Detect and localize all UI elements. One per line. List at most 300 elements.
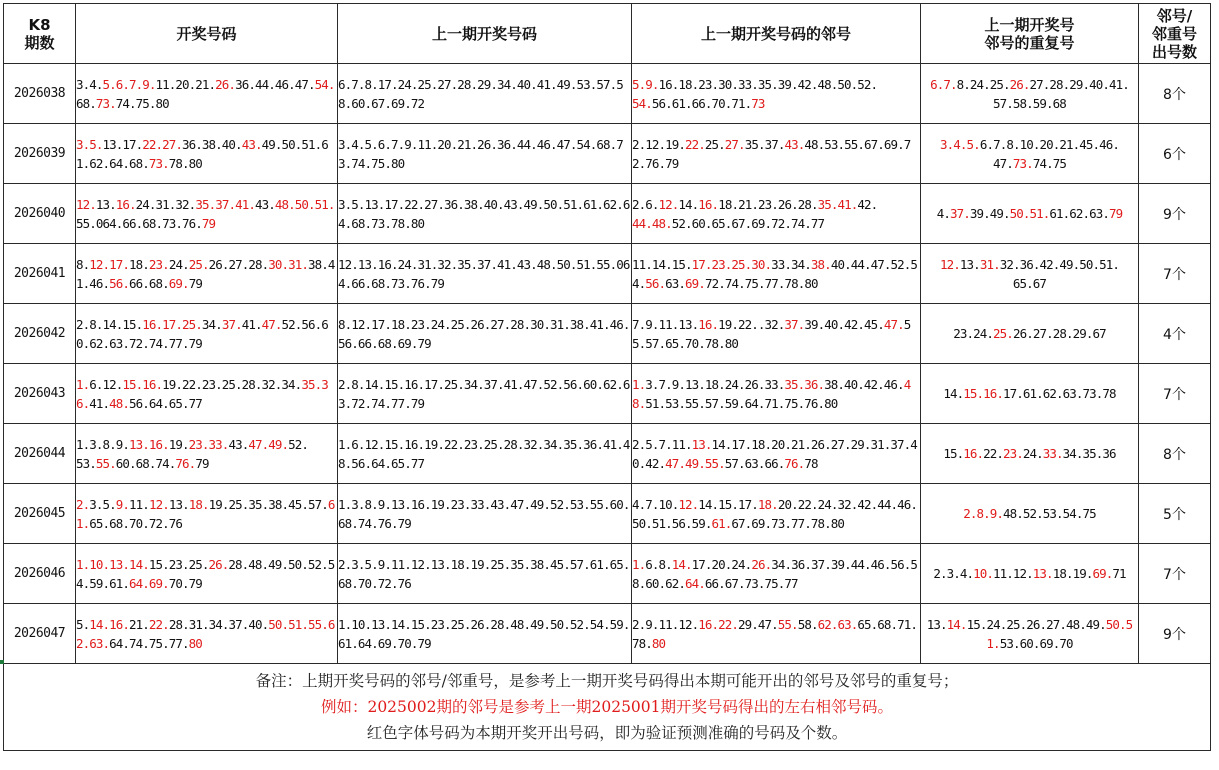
prev-cell: [338, 244, 632, 304]
count-cell: 8个: [1139, 64, 1211, 124]
hit-number: 76.: [784, 455, 805, 471]
period-cell: 2026046: [4, 544, 76, 604]
number: 66.67.73.75.77: [704, 575, 798, 591]
repeats-cell: [921, 484, 1139, 544]
hit-number: 50.51.: [1009, 206, 1050, 221]
hit-number: 55.: [95, 455, 116, 471]
number: 1.3.8.9.13.16.19.23.33.43.47.49.52.53.55.60.68.74.76.79: [338, 496, 630, 531]
header-repeats-text: 上一期开奖号 邻号的重复号: [984, 15, 1075, 52]
hit-number: 16.: [963, 446, 984, 461]
hit-number: 35.37.41.: [195, 196, 255, 212]
number: 1.6.12.15.16.19.22.23.25.28.32.34.35.36.41.48.56.64.65.77: [338, 436, 630, 471]
number: 18.19.: [1052, 566, 1093, 581]
number: 51.53.55.57.59.64.71.75.76.80: [645, 395, 838, 411]
number: 79: [195, 455, 209, 471]
header-numbers-text: 开奖号码: [176, 24, 237, 43]
prev-cell: [338, 304, 632, 364]
number: 14.17.18.20.21.26.27.29.31.37.40.42.: [632, 436, 917, 471]
hit-number: 13.16.: [129, 436, 169, 452]
hit-number: 38.: [810, 256, 831, 272]
number: 2.5.7.11.: [632, 436, 692, 452]
number: 19.22..32.: [718, 316, 785, 332]
number: 53.60.69.70: [999, 635, 1073, 651]
number: 8.24.25.: [956, 76, 1010, 92]
hit-number: 23.: [148, 256, 169, 272]
number: 1.10.13.14.15.23.25.26.28.48.49.50.52.54.59.61.64.69.70.79: [338, 616, 630, 651]
number: 23.24.: [953, 326, 994, 341]
repeats-cell: [921, 364, 1139, 424]
hit-number: 1.10.13.14.: [76, 556, 149, 572]
number: 64.74.75.77.: [109, 635, 189, 651]
neighbors-cell: [632, 304, 921, 364]
header-count-text: 邻号/ 邻重号 出号数: [1151, 6, 1197, 61]
number: 28.48.49.50.52.54.59.61.: [76, 556, 335, 591]
number: 2.8.14.15.: [76, 316, 143, 332]
number: 2.8.14.15.16.17.25.34.37.41.47.52.56.60.62.63.72.74.77.79: [338, 376, 630, 411]
hit-number: 16.: [698, 316, 719, 332]
hit-number: 48.: [109, 395, 130, 411]
hit-number: 18.: [188, 496, 209, 512]
neighbors-cell: [632, 364, 921, 424]
number: 26.27.28.29.67: [1012, 326, 1106, 341]
number: 34.35.36: [1062, 446, 1116, 461]
number: 57.63.66.: [724, 455, 785, 471]
numbers-cell: [76, 424, 338, 484]
hit-number: 15.16.: [963, 386, 1003, 401]
cell-selection-corner: [0, 660, 4, 664]
hit-number: 1.: [632, 556, 646, 572]
hit-number: 35.36.: [76, 376, 328, 411]
number: 15.24.25.26.27.48.49.: [966, 616, 1106, 632]
hit-number: 5.6.7.9.: [102, 76, 156, 92]
hit-number: 10.: [973, 566, 994, 581]
hit-number: 15.16.: [122, 376, 163, 392]
number: 68.: [76, 95, 96, 111]
number: 1.3.8.9.: [76, 436, 130, 452]
hit-number: 69.: [1092, 566, 1113, 581]
number: 71: [1112, 566, 1126, 581]
k8-neighbor-table: [3, 3, 1211, 751]
hit-number: 12.: [678, 496, 699, 512]
number: 74.75.80: [115, 95, 169, 111]
number: 63.: [665, 275, 686, 291]
note-cell: [4, 664, 1211, 751]
number: 58.: [797, 616, 818, 632]
hit-number: 25.: [993, 326, 1013, 341]
prev-cell: [338, 184, 632, 244]
number: 14.: [943, 386, 964, 401]
hit-number: 25.: [182, 316, 202, 332]
hit-number: 3.4.5.: [940, 136, 980, 152]
number: 6.12.: [89, 376, 123, 392]
hit-number: 12.: [76, 196, 96, 212]
number: 28.31.34.37.40.: [168, 616, 269, 632]
repeats-cell: [921, 604, 1139, 664]
number: 26.27.28.: [208, 256, 269, 272]
hit-number: 50.51.55.62.63.: [76, 616, 335, 651]
number: 41.: [241, 316, 262, 332]
count-cell: 4个: [1139, 304, 1211, 364]
number: 13.: [926, 616, 947, 632]
hit-number: 50.51.: [986, 616, 1133, 651]
neighbors-cell: [632, 544, 921, 604]
prev-cell: [338, 544, 632, 604]
number: 3.7.9.13.18.24.26.33.: [645, 376, 785, 392]
number: 52.56.60.62.63.72.74.77.79: [76, 316, 328, 351]
number: 20.22.24.32.42.44.46.50.51.56.59.: [632, 496, 917, 531]
count-cell: 5个: [1139, 484, 1211, 544]
hit-number: 5.9.: [632, 76, 659, 92]
number: 11.12.: [993, 566, 1033, 581]
hit-number: 14.16.: [89, 616, 130, 632]
note-line-1: 备注：上期开奖号码的邻号/邻重号，是参考上一期开奖号码得出本期可能开出的邻号及邻号的重复号；: [255, 672, 959, 690]
number: 55.064.66.68.73.76.: [76, 215, 202, 231]
hit-number: 17.23.25.30.: [691, 256, 772, 272]
hit-number: 26.: [751, 556, 772, 572]
prev-cell: [338, 484, 632, 544]
table-row: [4, 364, 1211, 424]
number: 6.7.8.17.24.25.27.28.29.34.40.41.49.53.57.58.60.67.69.72: [338, 76, 623, 111]
hit-number: 14.: [946, 616, 967, 632]
neighbors-cell: [632, 484, 921, 544]
number: 13.: [95, 196, 116, 212]
hit-number: 64.69.: [129, 575, 169, 591]
number: 36.44.46.47.: [235, 76, 315, 92]
hit-number: 13.: [1032, 566, 1053, 581]
number: 22.: [983, 446, 1003, 461]
hit-number: 23.: [1002, 446, 1023, 461]
table-row: [4, 304, 1211, 364]
header-period: [4, 4, 76, 64]
number: 24.: [168, 256, 189, 272]
number: 78: [804, 455, 818, 471]
header-prev: [338, 4, 632, 64]
prev-cell: [338, 64, 632, 124]
hit-number: 26.: [215, 76, 236, 92]
period-cell: 2026038: [4, 64, 76, 124]
repeats-cell: [921, 244, 1139, 304]
hit-number: 30.31.: [268, 256, 308, 272]
numbers-cell: [76, 484, 338, 544]
hit-number: 12.: [658, 196, 679, 212]
number: 42.: [857, 196, 878, 212]
hit-number: 62.63.: [817, 616, 858, 632]
hit-number: 61.: [76, 496, 335, 531]
number: 38.40.42.46.: [824, 376, 904, 392]
hit-number: 47.: [883, 316, 904, 332]
hit-number: 47.: [261, 316, 282, 332]
hit-number: 37.: [949, 206, 970, 221]
hit-number: 26.: [1009, 76, 1030, 92]
hit-number: 16.: [115, 196, 136, 212]
hit-number: 37.: [221, 316, 242, 332]
table-row: [4, 64, 1211, 124]
prev-cell: [338, 364, 632, 424]
number: 56.61.66.70.71.: [651, 95, 752, 111]
number: 65.68.71.78.: [632, 616, 917, 651]
numbers-cell: [76, 544, 338, 604]
number: 52.60.65.67.69.72.74.77: [671, 215, 825, 231]
repeats-cell: [921, 304, 1139, 364]
count-cell: 7个: [1139, 364, 1211, 424]
hit-number: 12.: [148, 496, 169, 512]
number: 65.67: [1012, 275, 1047, 291]
header-neighbors: [632, 4, 921, 64]
number: 11.14.15.: [632, 256, 692, 272]
hit-number: 22.: [148, 616, 169, 632]
number: 6.8.: [645, 556, 672, 572]
hit-number: 37.: [784, 316, 805, 332]
hit-number: 73.: [148, 155, 169, 171]
number: 15.23.25.: [148, 556, 209, 572]
number: 12.13.16.24.31.32.35.37.41.43.48.50.51.55.064.66.68.73.76.79: [338, 256, 630, 291]
number: 78.80: [168, 155, 202, 171]
hit-number: 48.: [632, 376, 911, 411]
number: 65.68.70.72.76: [89, 515, 183, 531]
header-prev-text: 上一期开奖号码: [431, 24, 537, 43]
number: 32.36.42.49.50.51.: [999, 256, 1119, 272]
number: 34.: [201, 316, 222, 332]
hit-number: 69.: [168, 275, 189, 291]
number: 56.64.65.77: [129, 395, 202, 411]
period-cell: 2026043: [4, 364, 76, 424]
table-row: [4, 544, 1211, 604]
number: 2.9.11.12.: [632, 616, 699, 632]
number: 13.: [959, 256, 980, 272]
numbers-cell: [76, 604, 338, 664]
hit-number: 1.: [632, 376, 646, 392]
hit-number: 25.: [188, 256, 209, 272]
header-count: [1139, 4, 1211, 64]
number: 43.: [228, 436, 249, 452]
hit-number: 2.: [76, 496, 90, 512]
number: 79: [188, 275, 202, 291]
table-row: [4, 124, 1211, 184]
number: 48.52.53.54.75: [1003, 506, 1096, 521]
number: 14.15.17.: [698, 496, 758, 512]
hit-number: 16.: [698, 196, 719, 212]
period-cell: 2026047: [4, 604, 76, 664]
hit-number: 80: [651, 635, 666, 651]
number: 29.47.: [738, 616, 778, 632]
hit-number: 35.41.: [817, 196, 858, 212]
table-row: [4, 484, 1211, 544]
number: 33.34.: [771, 256, 811, 272]
number: 39.40.42.45.: [804, 316, 884, 332]
number: 11.20.21.: [155, 76, 216, 92]
hit-number: 12.17.: [89, 256, 130, 272]
hit-number: 73.: [95, 95, 116, 111]
hit-number: 1.: [76, 376, 90, 392]
number: 47.: [993, 155, 1013, 171]
number: 19.22.23.25.28.32.34.: [162, 376, 302, 392]
hit-number: 55.: [777, 616, 798, 632]
period-cell: 2026039: [4, 124, 76, 184]
neighbors-cell: [632, 244, 921, 304]
number: 18.21.23.26.28.: [718, 196, 818, 212]
hit-number: 47.49.: [248, 436, 289, 452]
number: 16.18.23.30.33.35.39.42.48.50.52.: [658, 76, 878, 92]
number: 3.5.13.17.22.27.36.38.40.43.49.50.51.61.62.64.68.73.78.80: [338, 196, 630, 231]
number: 7.9.11.13.: [632, 316, 699, 332]
number: 40.44.47.52.54.: [632, 256, 917, 291]
number: 2.6.: [632, 196, 659, 212]
header-period-text: K8 期数: [24, 15, 55, 52]
prev-cell: [338, 124, 632, 184]
neighbors-cell: [632, 604, 921, 664]
hit-number: 73.: [1012, 155, 1033, 171]
count-cell: 6个: [1139, 124, 1211, 184]
hit-number: 69.: [685, 275, 705, 291]
number: 41.: [89, 395, 110, 411]
number: 8.: [76, 256, 90, 272]
hit-number: 47.49.55.: [665, 455, 725, 471]
table-row: [4, 184, 1211, 244]
number: 38.41.46.: [76, 256, 335, 291]
number: 11.: [129, 496, 149, 512]
hit-number: 76.: [175, 455, 196, 471]
number: 5.: [76, 616, 90, 632]
number: 67.69.73.77.78.80: [731, 515, 845, 531]
number: 15.: [943, 446, 964, 461]
period-cell: 2026042: [4, 304, 76, 364]
hit-number: 16.17.: [142, 316, 183, 332]
number: 25.: [704, 136, 725, 152]
number: 4.: [936, 206, 950, 221]
number: 36.38.40.: [182, 136, 242, 152]
number: 43.: [254, 196, 275, 212]
repeats-cell: [921, 64, 1139, 124]
header-neighbors-text: 上一期开奖号码的邻号: [700, 24, 851, 43]
number: 8.12.17.18.23.24.25.26.27.28.30.31.38.41.46.56.66.68.69.79: [338, 316, 630, 351]
number: 17.20.24.: [691, 556, 752, 572]
period-cell: 2026040: [4, 184, 76, 244]
number: 19.: [168, 436, 189, 452]
hit-number: 22.27.: [142, 136, 183, 152]
hit-number: 35.36.: [784, 376, 825, 392]
hit-number: 79: [201, 215, 216, 231]
numbers-cell: [76, 124, 338, 184]
note-line-2: 例如：2025002期的邻号是参考上一期2025001期开奖号码得出的左右相邻号码。: [320, 698, 894, 716]
table-row: [4, 244, 1211, 304]
number: 2.3.5.9.11.12.13.18.19.25.35.38.45.57.61.65.68.70.72.76: [338, 556, 630, 591]
numbers-cell: [76, 64, 338, 124]
hit-number: 61.: [711, 515, 732, 531]
hit-number: 64.: [685, 575, 705, 591]
number: 3.4.5.6.7.9.11.20.21.26.36.44.46.47.54.68.73.74.75.80: [338, 136, 623, 171]
number: 39.49.: [969, 206, 1010, 221]
count-cell: 7个: [1139, 244, 1211, 304]
repeats-cell: [921, 184, 1139, 244]
neighbors-cell: [632, 184, 921, 244]
hit-number: 56.: [645, 275, 666, 291]
number: 57.58.59.68: [993, 95, 1066, 111]
number: 18.: [129, 256, 149, 272]
hit-number: 44.48.: [632, 215, 672, 231]
number: 24.31.32.: [135, 196, 196, 212]
numbers-cell: [76, 364, 338, 424]
hit-number: 12.: [940, 256, 960, 272]
number: 72.74.75.77.78.80: [704, 275, 818, 291]
number: 35.37.: [744, 136, 785, 152]
number: 21.: [129, 616, 149, 632]
number: 53.: [76, 455, 96, 471]
hit-number: 54.: [632, 95, 652, 111]
numbers-cell: [76, 304, 338, 364]
repeats-cell: [921, 424, 1139, 484]
number: 4.7.10.: [632, 496, 679, 512]
numbers-cell: [76, 244, 338, 304]
number: 27.28.29.40.41.: [1029, 76, 1129, 92]
period-cell: 2026041: [4, 244, 76, 304]
period-cell: 2026045: [4, 484, 76, 544]
hit-number: 23.33.: [188, 436, 229, 452]
note-row: [4, 664, 1211, 751]
table-row: [4, 424, 1211, 484]
header-numbers: [76, 4, 338, 64]
count-cell: 9个: [1139, 604, 1211, 664]
number: 34.36.37.39.44.46.56.58.60.62.: [632, 556, 917, 591]
hit-number: 13.: [691, 436, 712, 452]
hit-number: 18.: [757, 496, 778, 512]
header-row: [4, 4, 1211, 64]
hit-number: 33.: [1042, 446, 1063, 461]
number: 14.: [678, 196, 699, 212]
number: 60.68.74.: [115, 455, 176, 471]
hit-number: 73: [751, 95, 765, 111]
number: 49.50.51.61.62.64.68.: [76, 136, 328, 171]
hit-number: 26.: [208, 556, 229, 572]
number: 2.12.19.: [632, 136, 686, 152]
hit-number: 54.: [314, 76, 335, 92]
note-line-3: 红色字体号码为本期开奖开出号码，即为验证预测准确的号码及个数。: [366, 724, 848, 742]
repeats-cell: [921, 544, 1139, 604]
count-cell: 9个: [1139, 184, 1211, 244]
hit-number: 56.: [109, 275, 130, 291]
hit-number: 14.: [671, 556, 692, 572]
number: 48.53.55.67.69.72.76.79: [632, 136, 911, 171]
number: 24.: [1022, 446, 1043, 461]
number: 6.7.8.10.20.21.45.46.: [979, 136, 1119, 152]
number: 55.57.65.70.78.80: [632, 316, 911, 351]
count-cell: 8个: [1139, 424, 1211, 484]
table-body: [4, 64, 1211, 664]
numbers-cell: [76, 184, 338, 244]
hit-number: 6.7.: [930, 76, 957, 92]
prev-cell: [338, 604, 632, 664]
number: 66.68.: [129, 275, 169, 291]
number: 74.75: [1032, 155, 1066, 171]
hit-number: 9.: [115, 496, 130, 512]
number: 2.3.4.: [933, 566, 974, 581]
repeats-cell: [921, 124, 1139, 184]
hit-number: 3.5.: [76, 136, 103, 152]
number: 19.25.35.38.45.57.: [208, 496, 328, 512]
number: 17.61.62.63.73.78: [1003, 386, 1116, 401]
hit-number: 31.: [979, 256, 1000, 272]
hit-number: 48.50.51.: [274, 196, 335, 212]
number: 70.79: [168, 575, 202, 591]
header-repeats: [921, 4, 1139, 64]
number: 3.4.: [76, 76, 103, 92]
hit-number: 80: [188, 635, 202, 651]
number: 13.17.: [102, 136, 143, 152]
table-row: [4, 604, 1211, 664]
hit-number: 43.: [241, 136, 262, 152]
number: 3.5.: [89, 496, 116, 512]
hit-number: 2.8.9.: [963, 506, 1003, 521]
hit-number: 79: [1109, 206, 1123, 221]
